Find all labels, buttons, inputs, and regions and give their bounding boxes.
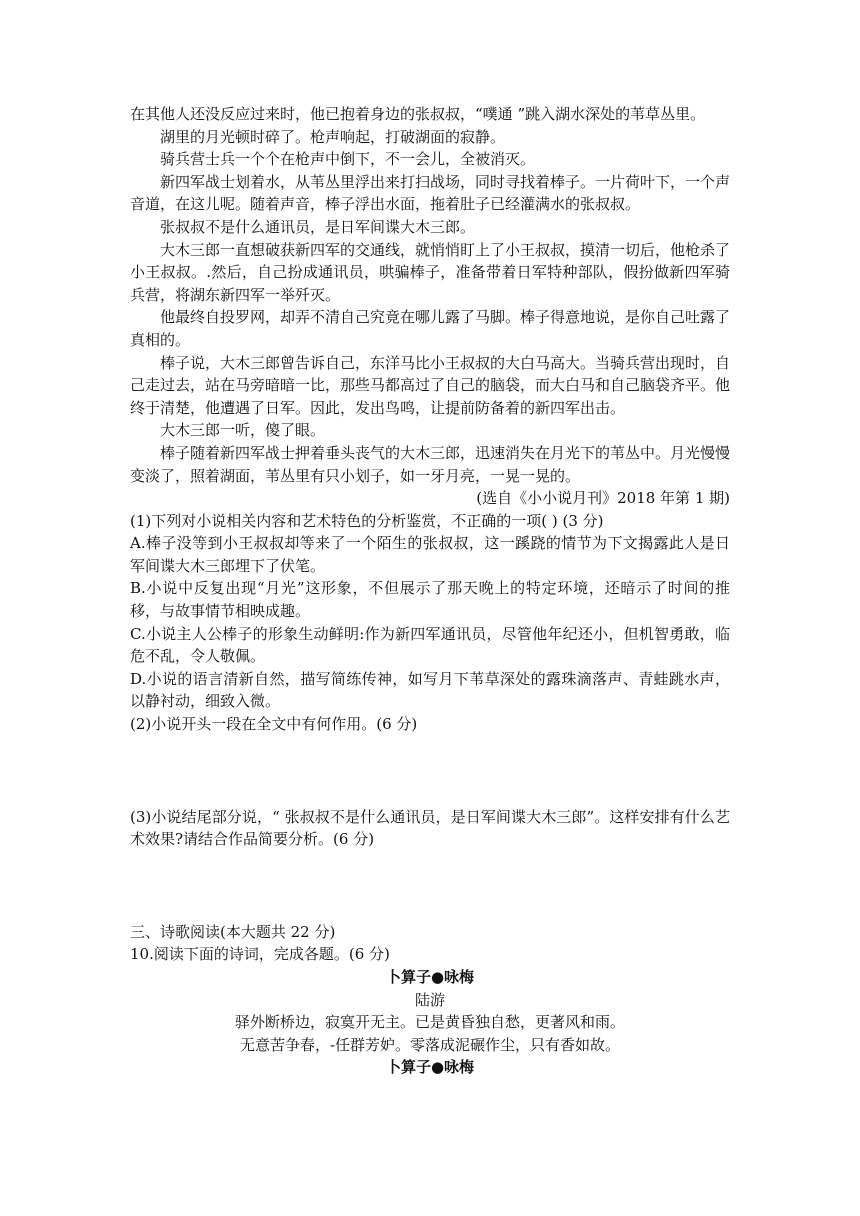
story-paragraph: 新四军战士划着水，从苇丛里浮出来打扫战场，同时寻找着棒子。一片荷叶下，一个声音道，在这儿呢。随着声音，棒子浮出水面，拖着肚子已经灌满水的张叔叔。 (130, 172, 731, 214)
story-paragraph: 大木三郎一直想破获新四军的交通线，就悄悄盯上了小王叔叔，摸清一切后，他枪杀了小王叔叔。.然后，自己扮成通讯员，哄骗棒子，准备带着日军特种部队，假扮做新四军骑兵营，将湖东新四军一举歼灭。 (130, 240, 731, 304)
question-1-option-d: D.小说的语言清新自然，描写简练传神，如写月下苇草深处的露珠滴落声、青蛙跳水声，以静衬动，细致入微。 (130, 669, 730, 711)
story-paragraph: 张叔叔不是什么通讯员，是日军间谍大木三郎。 (160, 217, 476, 236)
story-paragraph: 棒子随着新四军战士押着垂头丧气的大木三郎，迅速消失在月光下的苇丛中。月光慢慢变淡了，照着湖面，苇丛里有只小划子，如一牙月亮，一晃一晃的。 (130, 443, 731, 485)
question-2: (2)小说开头一段在全文中有何作用。(6 分) (130, 715, 418, 734)
page-content (130, 103, 730, 1079)
story-paragraph: 他最终自投罗网，却弄不清自己究竟在哪儿露了马脚。棒子得意地说，是你自己吐露了真相的。 (130, 308, 731, 349)
story-paragraph: 大木三郎一听，傻了眼。 (160, 421, 326, 440)
question-10: 10.阅读下面的诗词，完成各题。(6 分) (130, 945, 390, 964)
story-paragraph: 骑兵营士兵一个个在枪声中倒下，不一会儿，全被消灭。 (160, 150, 536, 169)
question-1-option-a: A.棒子没等到小王叔叔却等来了一个陌生的张叔叔，这一蹊跷的情节为下文揭露此人是日军间谍大木三郎埋下了伏笔。 (130, 534, 730, 575)
poem2-title: 卜算子●咏梅 (385, 1058, 475, 1077)
section-heading: 三、诗歌阅读(本大题共 22 分) (130, 922, 336, 941)
poem-line: 驿外断桥边，寂寞开无主。已是黄昏独自愁，更著风和雨。 (234, 1013, 625, 1032)
story-paragraph: 棒子说，大木三郎曾告诉自己，东洋马比小王叔叔的大白马高大。当骑兵营出现时，自己走过去，站在马旁暗暗一比，那些马都高过了自己的脑袋，而大白马和自己脑袋齐平。他终于清楚，他遭遇了日军。因此，发出鸟鸣，让提前防备着的新四军出击。 (130, 353, 731, 417)
question-1-option-b: B.小说中反复出现“月光”这形象，不但展示了那天晚上的特定环境，还暗示了时间的推移，与故事情节相映成趣。 (130, 579, 730, 621)
story-source: (选自《小小说月刊》2018 年第 1 期) (476, 489, 730, 508)
story-paragraph: 在其他人还没反应过来时，他已抱着身边的张叔叔，“噗通 ”跳入湖水深处的苇草丛里。 (130, 105, 706, 123)
answer-space (130, 851, 730, 921)
poem-author: 陆游 (414, 990, 445, 1009)
question-1: (1)下列对小说相关内容和艺术特色的分析鉴赏，不正确的一项( ) (3 分) (130, 511, 604, 530)
poem-line: 无意苦争春，-任群芳妒。零落成泥碾作尘，只有香如故。 (239, 1035, 621, 1054)
story-paragraph: 湖里的月光顿时碎了。枪声响起，打破湖面的寂静。 (160, 127, 506, 146)
question-1-option-c: C.小说主人公棒子的形象生动鲜明:作为新四军通讯员，尽管他年纪还小，但机智勇敢，临危不乱，令人敬佩。 (130, 624, 730, 666)
answer-space (130, 736, 730, 806)
poem-title: 卜算子●咏梅 (385, 968, 475, 986)
question-3: (3)小说结尾部分说，“ 张叔叔不是什么通讯员，是日军间谍大木三郎”。这样安排有什么艺术效果?请结合作品简要分析。(6 分) (130, 807, 730, 849)
